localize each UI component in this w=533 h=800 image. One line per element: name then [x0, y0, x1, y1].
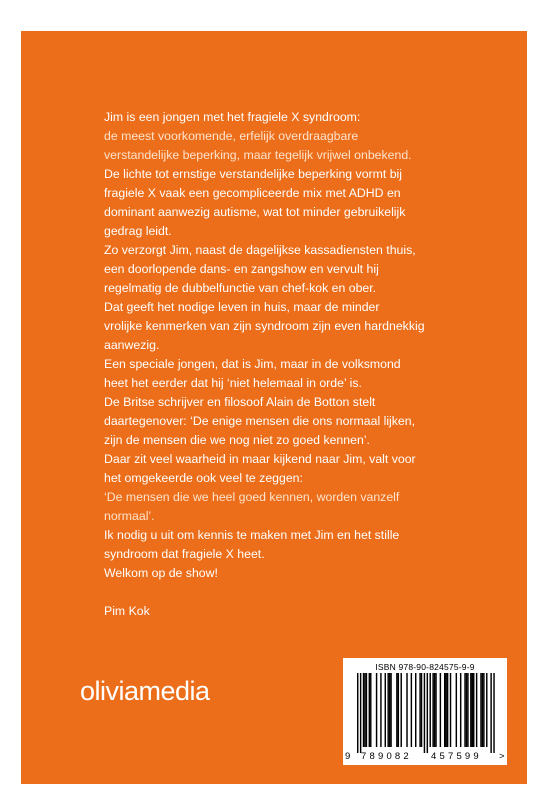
barcode-bar [366, 673, 367, 747]
blurb-line: vrolijke kenmerken van zijn syndroom zijn even hardnekkig [104, 319, 425, 333]
blurb-line: daartegenover: ‘De enige mensen die ons normaal lijken, [104, 414, 416, 428]
barcode-bar [467, 673, 468, 747]
blurb-line: De Britse schrijver en filosoof Alain de Botton stelt [104, 395, 376, 409]
blurb-line: een doorlopende dans- en zangshow en vervult hij [104, 262, 379, 276]
blurb-line: zijn de mensen die we nog niet zo goed kennen’. [104, 433, 370, 447]
barcode-bar [450, 673, 451, 747]
blurb-line: de meest voorkomende, erfelijk overdraagbare [104, 129, 359, 143]
barcode-bar [396, 673, 397, 747]
blurb-line: gedrag leidt. [104, 224, 172, 238]
isbn-barcode [343, 658, 507, 765]
barcode-bar [389, 673, 390, 747]
barcode-guard-bar [360, 673, 361, 753]
barcode-bar [432, 673, 433, 747]
blurb-line: Een speciale jongen, dat is Jim, maar in de volksmond [104, 357, 401, 371]
barcode-bars [349, 673, 501, 753]
barcode-bar [387, 673, 388, 747]
barcode-bar [430, 673, 431, 747]
blurb-line: het omgekeerde ook veel te zeggen: [104, 471, 303, 485]
isbn-label: ISBN 978-90-824575-9-9 [375, 662, 475, 672]
blurb-line: Welkom op de show! [104, 566, 218, 580]
barcode-bar [466, 673, 467, 747]
barcode-bar [470, 673, 471, 747]
blurb-line: Dat geeft het nodige leven in huis, maar de minder [104, 300, 380, 314]
ean-right-digits: 457599 [431, 751, 482, 762]
barcode-bar [380, 673, 381, 747]
barcode-guard-bar [357, 673, 358, 753]
blurb-line: Daar zit veel waarheid in maar kijkend naar Jim, valt voor [104, 452, 416, 466]
blurb-line: regelmatig de dubbelfunctie van chef-kok en ober. [104, 281, 377, 295]
barcode-bar [464, 673, 465, 747]
barcode-bar [369, 673, 370, 747]
barcode-bar [385, 673, 386, 747]
barcode-bar [444, 673, 445, 747]
barcode-bar [415, 673, 416, 747]
blurb-line: Zo verzorgt Jim, naast de dagelijkse kassadiensten thuis, [104, 243, 416, 257]
author-signature: Pim Kok [104, 604, 150, 618]
barcode-bar [370, 673, 371, 747]
barcode-bar [419, 673, 420, 747]
blurb-line: Ik nodig u uit om kennis te maken met Jim en het stille [104, 528, 400, 542]
blurb-line: normaal’. [104, 509, 155, 523]
barcode-bar [472, 673, 473, 747]
barcode-bar [483, 673, 484, 747]
blurb-line: aanwezig. [104, 338, 160, 352]
blurb-line: Jim is een jongen met het fragiele X syndroom: [104, 110, 361, 124]
barcode-bar [456, 673, 457, 747]
barcode-bar [447, 673, 448, 747]
barcode-bar [460, 673, 461, 747]
barcode-guard-bar [424, 673, 425, 753]
barcode-bar [435, 673, 436, 747]
barcode-bar [376, 673, 377, 747]
barcode-bar [440, 673, 441, 747]
barcode-bar [480, 673, 481, 747]
barcode-bar [421, 673, 422, 747]
barcode-bar [411, 673, 412, 747]
blurb-line: ‘De mensen die we heel goed kennen, worden vanzelf [104, 490, 400, 504]
barcode-bar [364, 673, 365, 747]
barcode-bar [434, 673, 435, 747]
barcode-bar [476, 673, 477, 747]
blurb-line: fragiele X vaak een gecompliceerde mix met ADHD en [104, 186, 401, 200]
barcode-guard-bar [493, 673, 494, 753]
blurb-line: De lichte tot ernstige verstandelijke beperking vormt bij [104, 167, 403, 181]
barcode-bar [398, 673, 399, 747]
barcode-guard-bar [490, 673, 491, 753]
barcode-bar [486, 673, 487, 747]
publisher-logo: oliviamedia [80, 676, 210, 706]
ean-first-digit: 9 [345, 751, 351, 762]
blurb-line: verstandelijke beperking, maar tegelijk vrijwel onbekend. [104, 148, 412, 162]
blurb-line: heet het eerder dat hij ‘niet helemaal in orde’ is. [104, 376, 362, 390]
barcode-bar [363, 673, 364, 747]
barcode-bar [445, 673, 446, 747]
blurb-text [104, 108, 484, 621]
barcode-bar [473, 673, 474, 747]
blurb-line: dominant aanwezig autisme, wat tot minder gebruikelijk [104, 205, 406, 219]
ean-quiet-mark: > [499, 751, 505, 762]
barcode-bar [482, 673, 483, 747]
barcode-guard-bar [427, 673, 428, 753]
barcode-bar [406, 673, 407, 747]
barcode-bar [401, 673, 402, 747]
barcode-bar [390, 673, 391, 747]
blurb-line: syndroom dat fragiele X heet. [104, 547, 265, 561]
ean-left-digits: 789082 [361, 751, 412, 762]
